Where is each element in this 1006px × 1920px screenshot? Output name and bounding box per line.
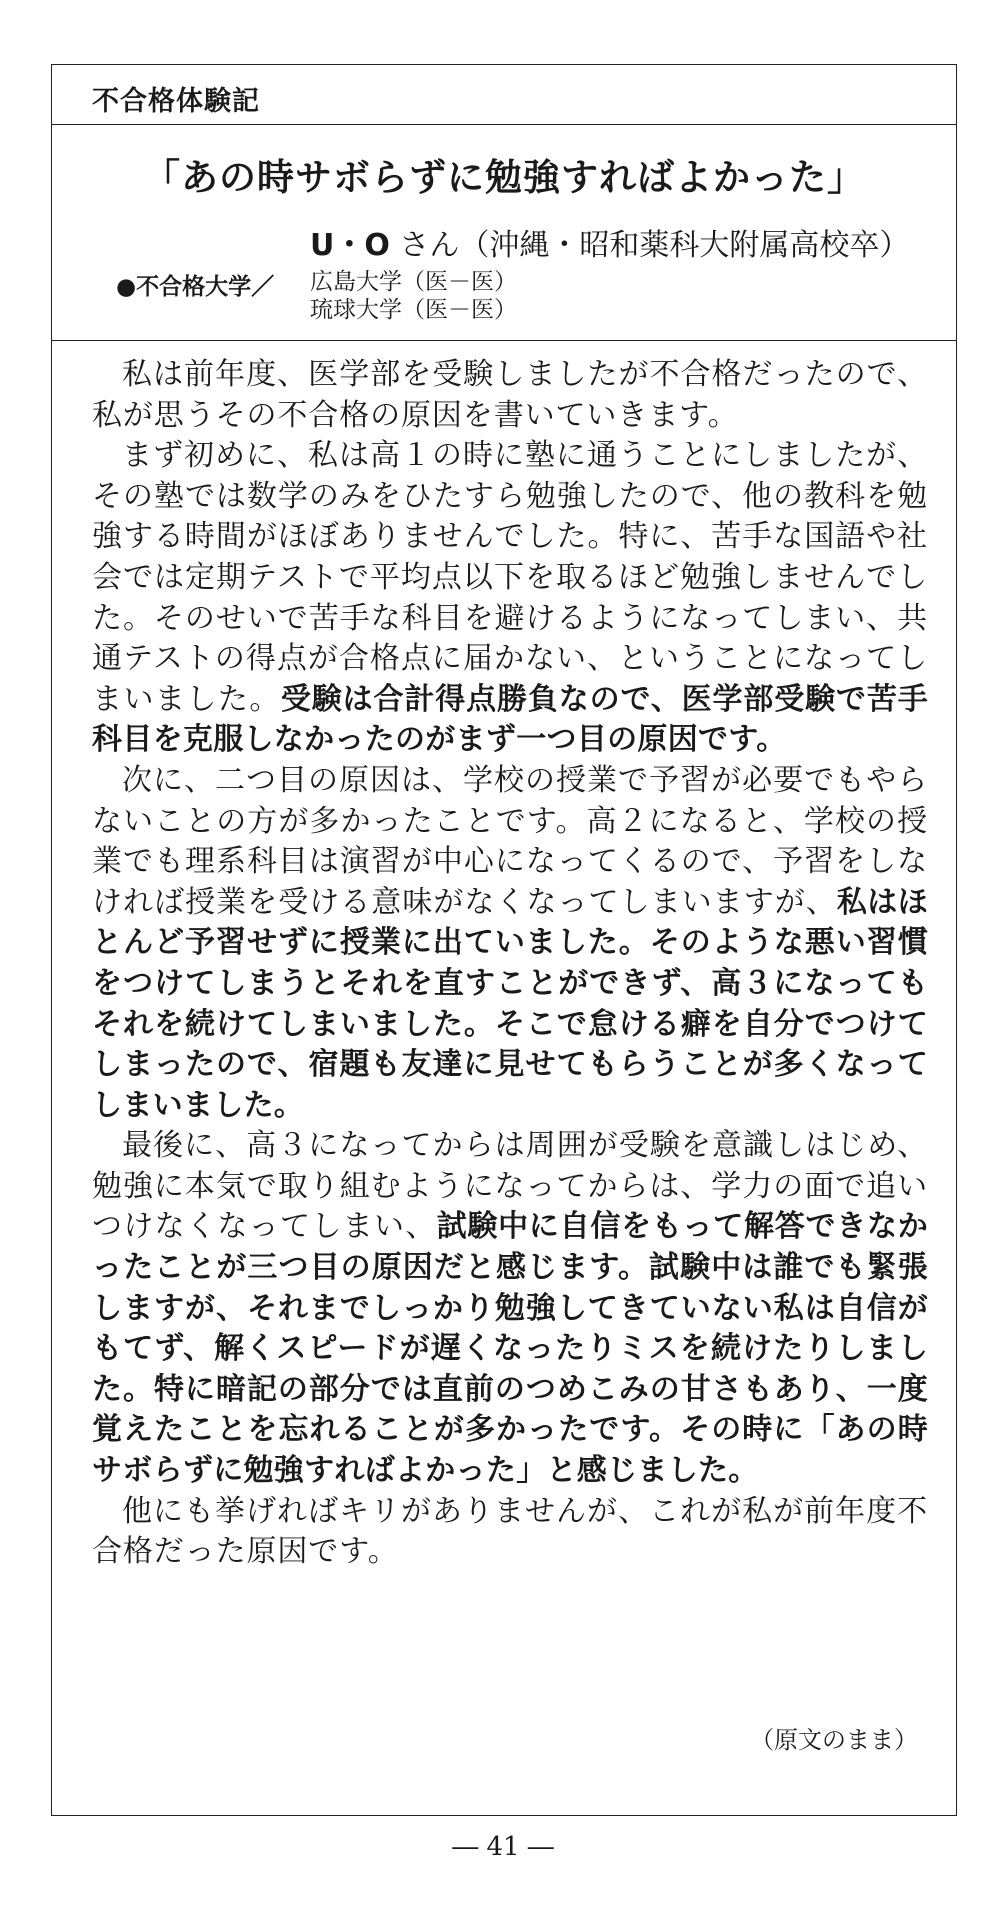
section-header: [52, 65, 956, 125]
page-number: ― 41 ―: [452, 1832, 554, 1862]
emphasized-text: 私はほとんど予習せずに授業に出ていました。そのような悪い習慣をつけてしまうとそれを直すことができず、高３になってもそれを続けてしまいました。そこで怠ける癖を自分でつけてしまったので、宿題も友達に見せてもらうことが多くなってしまいました。: [92, 884, 928, 1123]
original-text-note: （原文のまま）: [750, 1726, 918, 1754]
article-body: [92, 355, 928, 1573]
body-text-run: 私は前年度、医学部を受験しましたが不合格だったので、私が思うその不合格の原因を書いていきます。: [92, 357, 928, 433]
author-name: U・O: [310, 228, 390, 263]
failed-university: 広島大学（医－医）: [310, 269, 517, 295]
body-text-run: 他にも挙げればキリがありませんが、これが私が前年度不合格だった原因です。: [92, 1493, 928, 1570]
author-suffix: さん（沖縄・昭和薬科大附属高校卒）: [399, 228, 910, 263]
body-paragraph: [92, 761, 928, 1126]
body-paragraph: [92, 355, 928, 436]
article-frame: [51, 64, 957, 1816]
failed-university: 琉球大学（医－医）: [310, 297, 517, 323]
emphasized-text: 試験中に自信をもって解答できなかったことが三つ目の原因だと感じます。試験中は誰でも緊張しますが、それまでしっかり勉強してきていない私は自信がもてず、解くスピードが遅くなったりミスを続けたりしました。特に暗記の部分では直前のつめこみの甘さもあり、一度覚えたことを忘れることが多かったです。その時に「あの時サボらずに勉強すればよかった」と感じました。: [92, 1209, 928, 1489]
title-block: [52, 125, 956, 341]
emphasized-text: 受験は合計得点勝負なので、医学部受験で苦手科目を克服しなかったのがまず一つ目の原因です。: [92, 681, 928, 758]
body-text-run: まず初めに、私は高１の時に塾に通うことにしましたが、その塾では数学のみをひたすら勉強したので、他の教科を勉強する時間がほぼありませんでした。特に、苦手な国語や社会では定期テストで平均点以下を取るほど勉強しませんでした。そのせいで苦手な科目を避けるようになってしまい、共通テストの得点が合格点に届かない、ということになってしまいました。: [92, 438, 928, 717]
body-paragraph: [92, 1126, 928, 1491]
body-paragraph: [92, 1492, 928, 1573]
body-text-run: 次に、二つ目の原因は、学校の授業で予習が必要でもやらないことの方が多かったことです。高２になると、学校の授業でも理系科目は演習が中心になってくるので、予習をしなければ授業を受ける意味がなくなってしまいますが、: [92, 762, 928, 920]
body-text-run: 最後に、高３になってからは周囲が受験を意識しはじめ、勉強に本気で取り組むようになってからは、学力の面で追いつけなくなってしまい、: [92, 1128, 928, 1245]
failed-universities-label: ●不合格大学／: [116, 274, 275, 300]
author-line: [310, 220, 909, 264]
failed-universities-list: [310, 268, 517, 324]
section-label: 不合格体験記: [92, 86, 260, 117]
body-paragraph: [92, 436, 928, 761]
article-title: 「あの時サボらずに勉強すればよかった」: [143, 156, 865, 199]
